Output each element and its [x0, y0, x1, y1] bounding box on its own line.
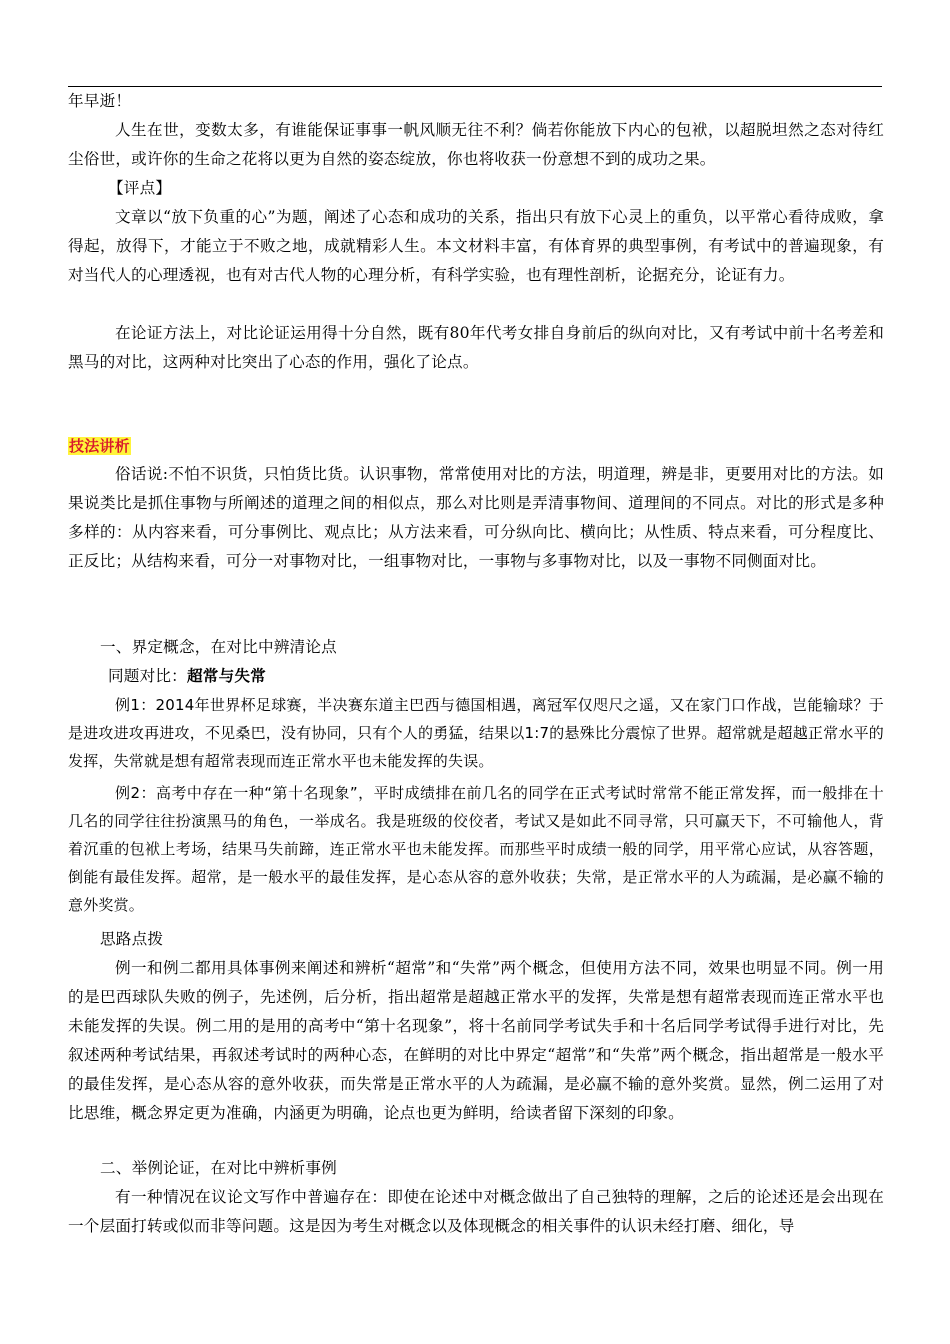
heading-define-concepts: 一、界定概念，在对比中辨清论点 — [100, 638, 337, 656]
think-heading: 思路点拨 — [100, 930, 164, 948]
paragraph-continuation: 年早逝！ — [68, 92, 132, 110]
section-title: 技法讲析 — [69, 437, 130, 455]
subheading-same-topic — [68, 662, 884, 691]
heading-example-argument: 二、举例论证，在对比中辨析事例 — [100, 1159, 337, 1177]
subheading-bold: 超常与失常 — [186, 667, 266, 685]
comment-heading: 【评点】 — [108, 179, 172, 197]
section-title-row — [68, 432, 884, 461]
example-2: 例2：高考中存在一种“第十名现象”，平时成绩排在前几名的同学在正式考试时常常不能正常发挥，而一般排在十几名的同学往往扮演黑马的角色，一举成名。我是班级的佼佼者，考试又是如此不同寻常，只可赢天下，不可输他人，背着沉重的包袱上考场，结果马失前蹄，连正常水平也未能发挥。而那些平时成绩一般的同学，用平常心应试，从容答题，倒能有最佳发挥。超常，是一般水平的最佳发挥，是心态从容的意外收获；失常，是正常水平的人为疏漏，是必赢不输的意外奖赏。 — [68, 784, 884, 914]
paragraph-comparison-intro: 俗话说:不怕不识货，只怕货比货。认识事物，常常使用对比的方法，明道理，辨是非，更要用对比的方法。如果说类比是抓住事物与所阐述的道理之间的相似点，那么对比则是弄清事物间、道理间的不同点。对比的形式是多种多样的：从内容来看，可分事例比、观点比；从方法来看，可分纵向比、横向比；从性质、特点来看，可分程度比、正反比；从结构来看，可分一对事物对比，一组事物对比，一事物与多事物对比，以及一事物不同侧面对比。 — [68, 465, 884, 570]
subheading-prefix: 同题对比： — [108, 667, 187, 685]
paragraph-life-change: 人生在世，变数太多，有谁能保证事事一帆风顺无往不利？倘若你能放下内心的包袱，以超脱坦然之态对待红尘俗世，或许你的生命之花将以更为自然的姿态绽放，你也将收获一份意想不到的成功之果。 — [68, 121, 884, 168]
paragraph-analysis: 例一和例二都用具体事例来阐述和辨析“超常”和“失常”两个概念，但使用方法不同，效果也明显不同。例一用的是巴西球队失败的例子，先述例，后分析，指出超常是超越正常水平的发挥，失常是想有超常表现而连正常水平也未能发挥的失误。例二用的是用的高考中“第十名现象”，将十名前同学考试失手和十名后同学考试得手进行对比，先叙述两种考试结果，再叙述考试时的两种心态，在鲜明的对比中界定“超常”和“失常”两个概念，指出超常是一般水平的最佳发挥，是心态从容的意外收获，而失常是正常水平的人为疏漏，是必赢不输的意外奖赏。显然，例二运用了对比思维，概念界定更为准确，内涵更为明确，论点也更为鲜明，给读者留下深刻的印象。 — [68, 959, 884, 1122]
example-1: 例1：2014年世界杯足球赛，半决赛东道主巴西与德国相遇，离冠军仅咫尺之遥，又在家门口作战，岂能输球？于是进攻进攻再进攻，不见桑巴，没有协同，只有个人的勇猛，结果以1:7的悬殊比分震惊了世界。超常就是超越正常水平的发挥，失常就是想有超常表现而连正常水平也未能发挥的失误。 — [68, 696, 884, 770]
paragraph-argument-method: 在论证方法上，对比论证运用得十分自然，既有80年代考女排自身前后的纵向对比，又有考试中前十名考差和黑马的对比，这两种对比突出了心态的作用，强化了论点。 — [68, 324, 884, 371]
paragraph-comment: 文章以“放下负重的心”为题，阐述了心态和成功的关系，指出只有放下心灵上的重负，以平常心看待成败，拿得起，放得下，才能立于不败之地，成就精彩人生。本文材料丰富，有体育界的典型事例，有考试中的普遍现象，有对当代人的心理透视，也有对古代人物的心理分析，有科学实验，也有理性剖析，论据充分，论证有力。 — [68, 208, 884, 284]
paragraph-common-issue: 有一种情况在议论文写作中普遍存在：即使在论述中对概念做出了自己独特的理解，之后的论述还是会出现在一个层面打转或似而非等问题。这是因为考生对概念以及体现概念的相关事件的认识未经打磨、细化，导 — [68, 1188, 884, 1235]
